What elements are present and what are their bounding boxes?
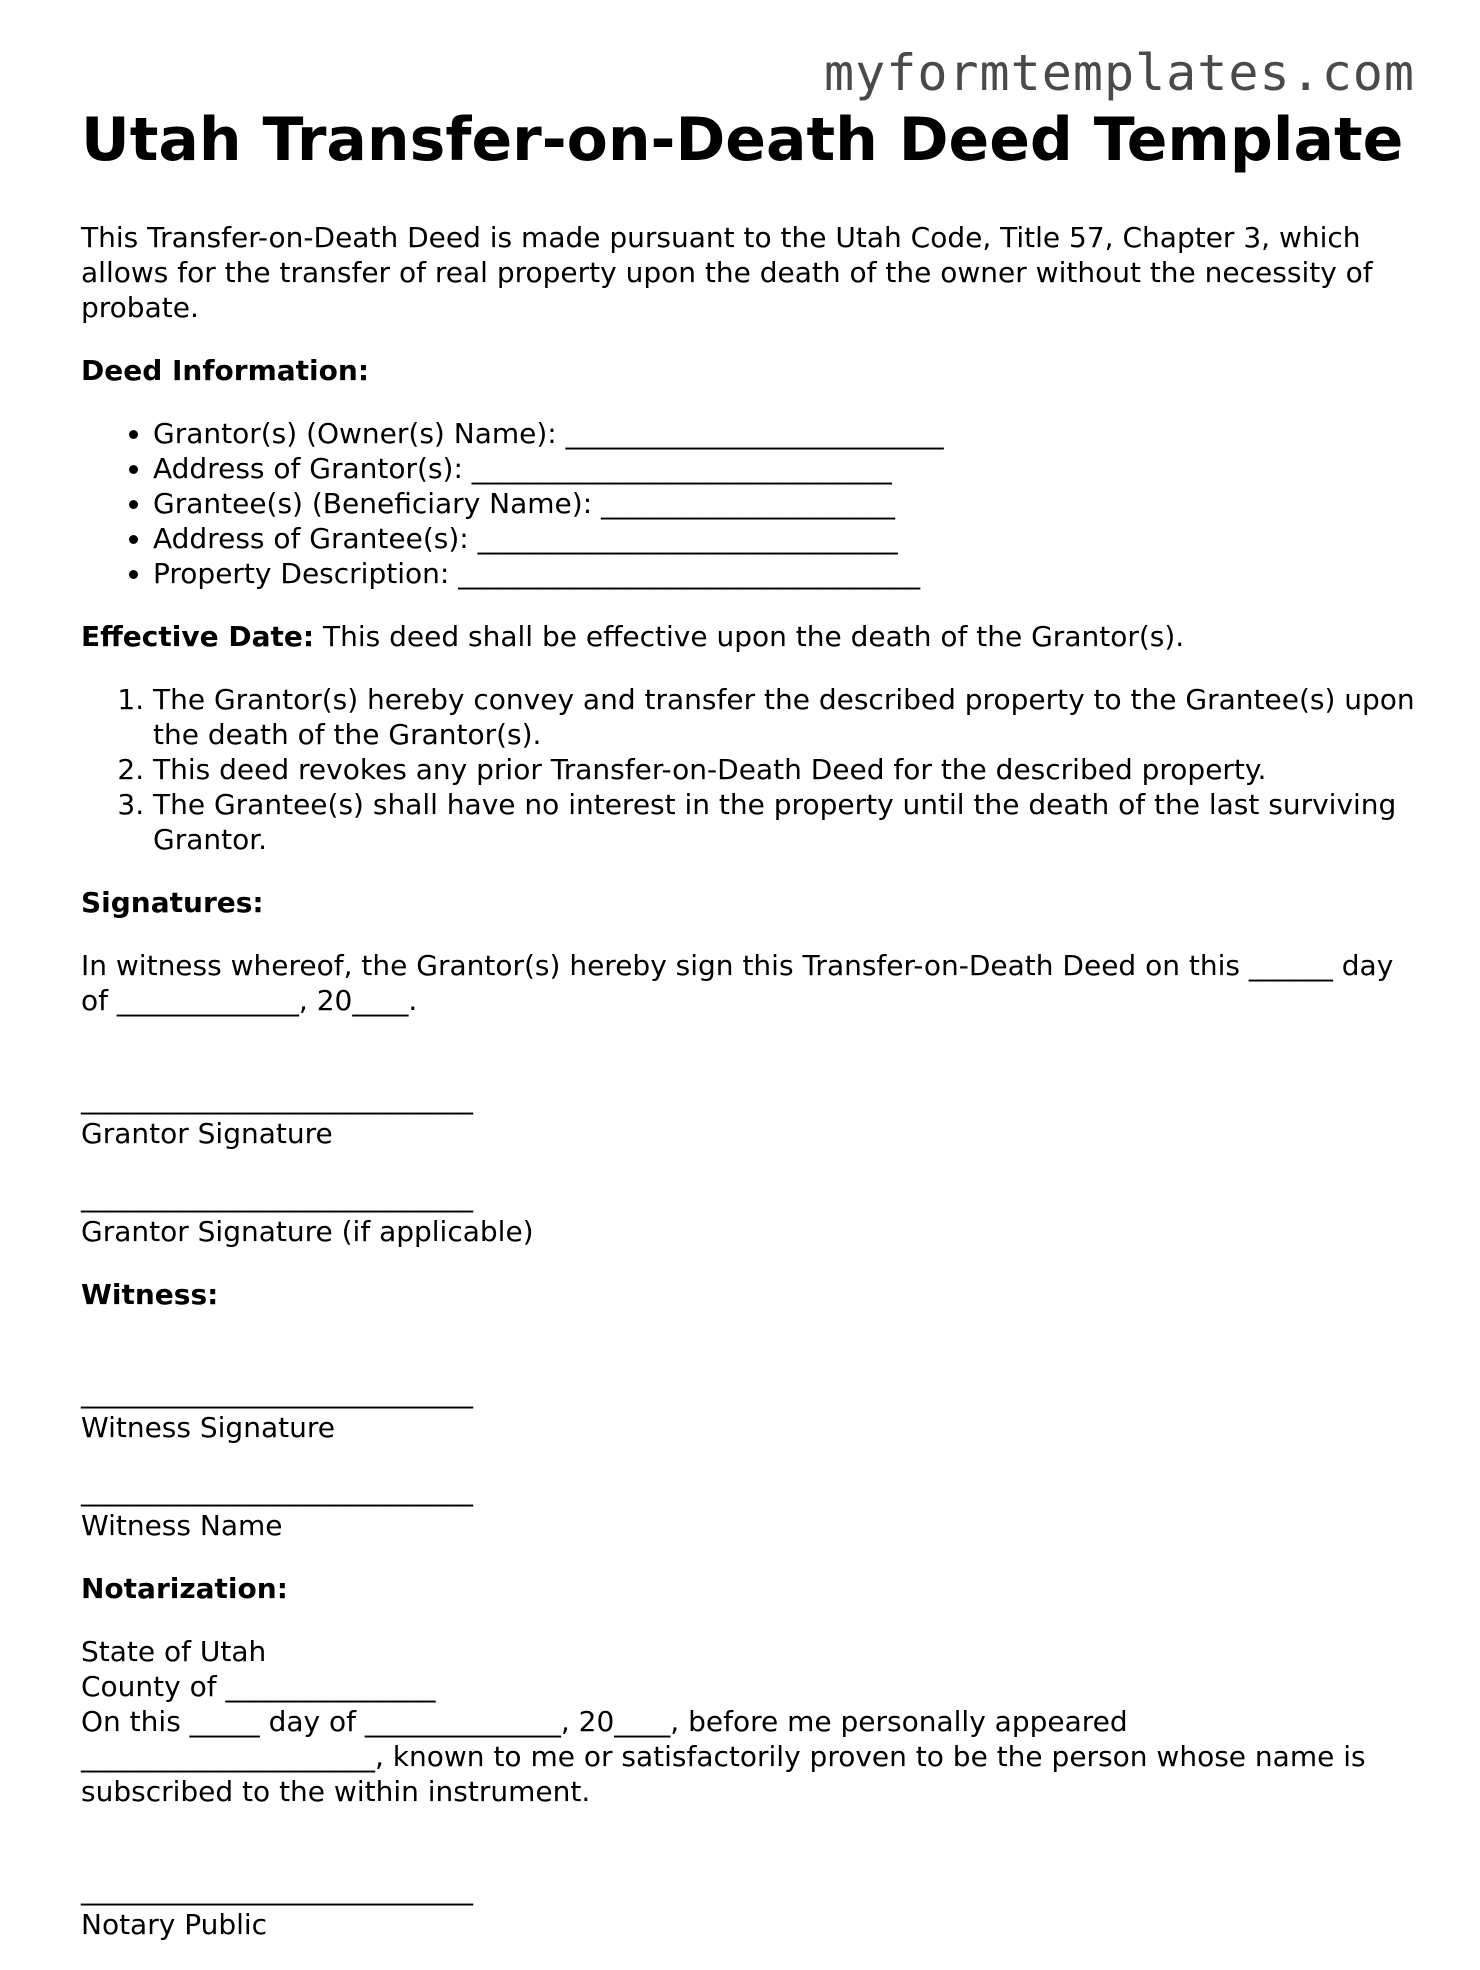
- grantor2-signature-line: ____________________________: [81, 1180, 473, 1213]
- signatures-heading: Signatures:: [81, 886, 264, 919]
- witness-name-line: ____________________________: [81, 1474, 473, 1507]
- witness-signature-label: Witness Signature: [81, 1411, 335, 1444]
- list-item-grantor-name: • Grantor(s) (Owner(s) Name): ___________________________: [153, 416, 1421, 451]
- notarization-block: [81, 1634, 1421, 1809]
- notary-statement-line2: _____________________, known to me or satisfactorily proven to be the person whose name is subscribed to the within instrument.: [81, 1740, 1366, 1808]
- notary-statement-line1: On this _____ day of ______________, 20____, before me personally appeared: [81, 1705, 1128, 1738]
- notary-county: County of _______________: [81, 1670, 436, 1703]
- effective-date-text: This deed shall be effective upon the death of the Grantor(s).: [314, 620, 1185, 653]
- list-item-grantor-address: • Address of Grantor(s): ______________________________: [153, 451, 1421, 486]
- notary-state: State of Utah: [81, 1635, 267, 1668]
- notary-signature-block: [81, 1837, 1421, 1942]
- witness-signature-line: ____________________________: [81, 1376, 473, 1409]
- grantor2-signature-label: Grantor Signature (if applicable): [81, 1215, 534, 1248]
- deed-information-heading: Deed Information:: [81, 354, 370, 387]
- effective-date-label: Effective Date:: [81, 620, 315, 653]
- witness-signature-block: [81, 1340, 1421, 1445]
- witness-whereof-paragraph: In witness whereof, the Grantor(s) hereby sign this Transfer-on-Death Deed on this ______ day of _____________, 20____.: [81, 949, 1394, 1017]
- witness-name-block: [81, 1473, 1421, 1543]
- notarization-heading: Notarization:: [81, 1572, 288, 1605]
- terms-list: [81, 682, 1421, 857]
- grantor-signature-block: [81, 1046, 1421, 1151]
- list-item-grantee-address: • Address of Grantee(s): ______________________________: [153, 521, 1421, 556]
- witness-heading: Witness:: [81, 1278, 219, 1311]
- list-item-property-description: • Property Description: _________________________________: [153, 556, 1421, 591]
- document-page: [81, 105, 1421, 1970]
- witness-name-label: Witness Name: [81, 1509, 283, 1542]
- list-item-grantee-name: • Grantee(s) (Beneficiary Name): _____________________: [153, 486, 1421, 521]
- page-title: Utah Transfer-on-Death Deed Template: [81, 105, 1404, 175]
- notary-signature-line: ____________________________: [81, 1873, 473, 1906]
- intro-paragraph: This Transfer-on-Death Deed is made pursuant to the Utah Code, Title 57, Chapter 3, which allows for the transfer of real property upon the death of the owner without the necessity of probate.: [81, 221, 1373, 324]
- term-item-revokes: 2. This deed revokes any prior Transfer-on-Death Deed for the described property.: [153, 752, 1421, 787]
- deed-information-list: [81, 416, 1421, 591]
- grantor2-signature-block: [81, 1179, 1421, 1249]
- notary-public-label: Notary Public: [81, 1908, 268, 1941]
- watermark: myformtemplates.com: [824, 44, 1415, 102]
- term-item-no-interest: 3. The Grantee(s) shall have no interest in the property until the death of the last surviving Grantor.: [153, 787, 1421, 857]
- effective-date-paragraph: [81, 619, 1421, 654]
- term-item-convey: 1. The Grantor(s) hereby convey and transfer the described property to the Grantee(s) upon the death of the Grantor(s).: [153, 682, 1421, 752]
- grantor-signature-label: Grantor Signature: [81, 1117, 333, 1150]
- grantor-signature-line: ____________________________: [81, 1082, 473, 1115]
